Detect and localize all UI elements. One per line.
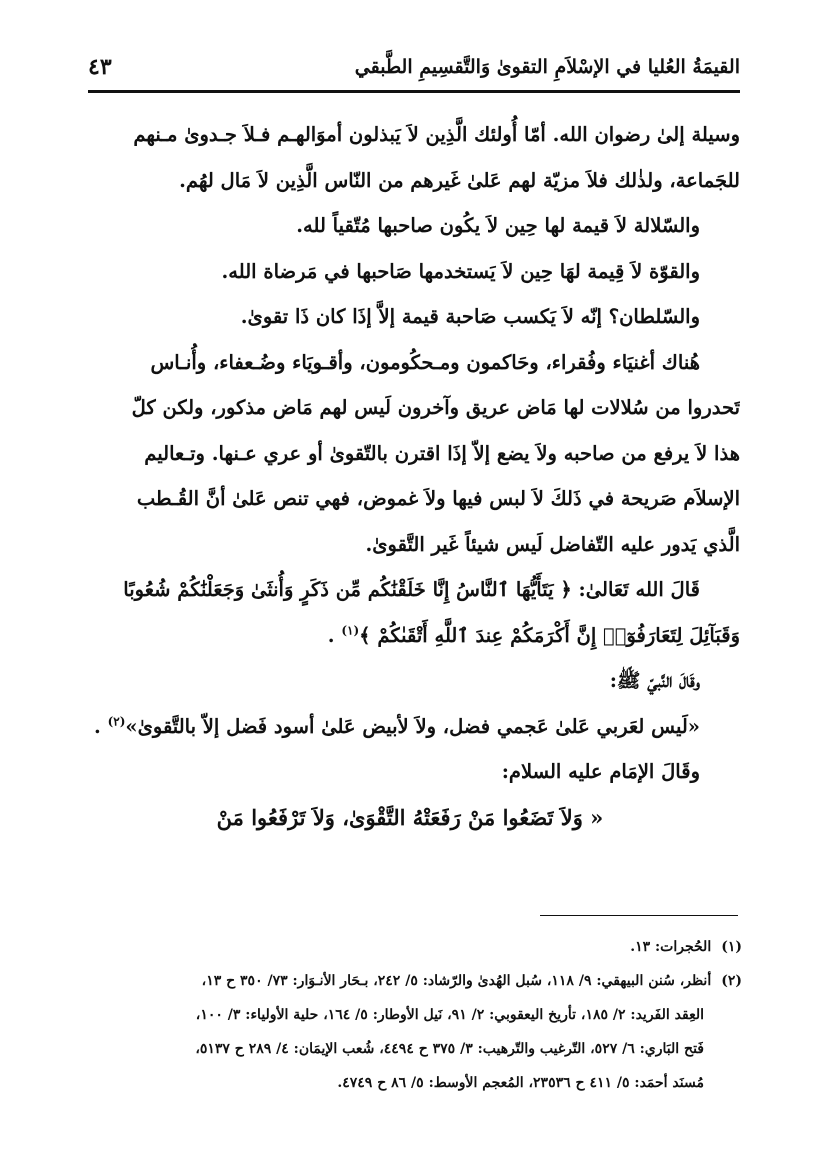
text-line: والقوّة لاَ قِيمة لهَا حِين لاَ يَستخدمها صَاحبها في مَرضاة الله. (221, 259, 700, 283)
hadith-quote: «لَيس لعَربي عَلىٰ عَجمي فضل، ولاَ لأبيض عَلىٰ أسود فَضل إلاّ بالتَّقوىٰ» (125, 714, 700, 738)
footnote-rule (540, 915, 738, 916)
footnote-line: مُسنَد أحمَد: ٥/ ٤١١ ح ٢٣٥٣٦، المُعجم الأوسط: ٥/ ٨٦ ح ٤٧٤٩. (337, 1075, 704, 1091)
text-line: هُناك أغنيَاء وفُقراء، وحَاكمون ومـحكُومون، وأقـويَاء وضُـعفاء، وأُنـاس (150, 350, 700, 374)
text-line: قَالَ الله تَعَالىٰ: ﴿ يَتَأَيُّهَا ٱلنَّاسُ إِنَّا خَلَقْنَٰكُم مِّن ذَكَرٍ وَأُنثَىٰ وَجَعَلْنَٰكُمْ شُعُوبًا (123, 578, 700, 601)
footnote-line: فَتح البَاري: ٦/ ٥٢٧، التّرغيب والتّرهيب: ٣/ ٣٧٥ ح ٤٤٩٤، شُعب الإيمَان: ٤/ ٢٨٩ ح ٥١٣٧، (195, 1041, 704, 1057)
footnote-ref-1: (١) (341, 623, 360, 637)
running-header (88, 50, 740, 90)
footnote-text: الحُجرات: ١٣. (630, 939, 712, 955)
text-line (80, 704, 740, 750)
text-line: وسيلة إلىٰ رضوان الله. أمّا أُولئك الَّذِين لاَ يَبذلون أموَالهـم فـلاَ جـدوىٰ مـنهم (133, 123, 740, 146)
footnotes (80, 930, 742, 1100)
page-number: ٤٣ (88, 54, 112, 80)
sentence-end: . (94, 714, 101, 738)
quran-verse-end: وَقَبَآئِلَ لِتَعَارَفُوٓا۟ إِنَّ أَكْرَمَكُمْ عِندَ ٱللَّهِ أَتْقَىٰكُمْ ﴾ (359, 623, 740, 647)
footnote-number: (١) (721, 939, 742, 955)
text-line: الإسلاَم صَريحة في ذَلكَ لاَ لبس فيها ولاَ غموض، فهي تنص عَلىٰ أنَّ القُـطب (136, 487, 740, 510)
text-line: الَّذي يَدور عليه التّفاضل لَيس شيئاً غَير التَّقوىٰ. (365, 532, 740, 556)
header-rule (88, 90, 740, 93)
header-title: القيمَةُ العُليا في الإسْلاَمِ التقوىٰ وَالتَّقسِيمِ الطَّبقي (354, 56, 740, 78)
footnote-2 (80, 964, 742, 998)
footnote-number: (٢) (721, 973, 742, 989)
footnote-line: العِقد الفَريد: ٢/ ١٨٥، تأريخ اليعقوبي: ٢/ ٩١، نَيل الأوطار: ٥/ ١٦٤، حلية الأولياء: ٣/ ١٠٠، (195, 1007, 704, 1023)
sentence-end: . (327, 623, 335, 647)
footnote-1 (80, 930, 742, 964)
text-line: للجَماعة، ولذٰلك فلاَ مزيّة لهم عَلىٰ غَيرهم من النّاس الَّذِين لاَ مَال لهُم. (179, 168, 740, 192)
text-line: والسّلطان؟ إنّه لاَ يَكسب صَاحبة قيمة إلاَّ إذَا كان ذَا تقوىٰ. (240, 305, 700, 328)
footnote-text: أنظر، سُنن البيهقي: ٩/ ١١٨، سُبل الهُدىٰ والرّشاد: ٥/ ٢٤٢، بـحَار الأنـوَار: ٧٣/ ٣٥٠ ح ١٣، (201, 973, 712, 989)
main-text (80, 112, 740, 840)
text-line: وقَالَ النَّبيّ ﷺ: (609, 669, 700, 692)
text-line: تَحدروا من سُلالات لها مَاض عريق وآخرون لَيس لهم مَاض مذكور، ولكن كلّ (131, 396, 740, 419)
text-line: والسّلالة لاَ قيمة لها حِين لاَ يكُون صاحبها مُتّقياً لله. (296, 214, 700, 237)
text-line (80, 613, 740, 659)
text-line: وقَالَ الإمَام عليه السلام: (501, 760, 700, 783)
imam-quote: « وَلاَ تَضَعُوا مَنْ رَفَعَتْهُ التَّقْوَىٰ، وَلاَ تَرْفَعُوا مَنْ (216, 804, 604, 830)
footnote-ref-2: (٢) (107, 714, 126, 728)
text-line: هذا لاَ يرفع من صاحبه ولاَ يضع إلاّ إذَا اقترن بالتّقوىٰ أو عري عـنها. وتـعاليم (144, 441, 740, 465)
